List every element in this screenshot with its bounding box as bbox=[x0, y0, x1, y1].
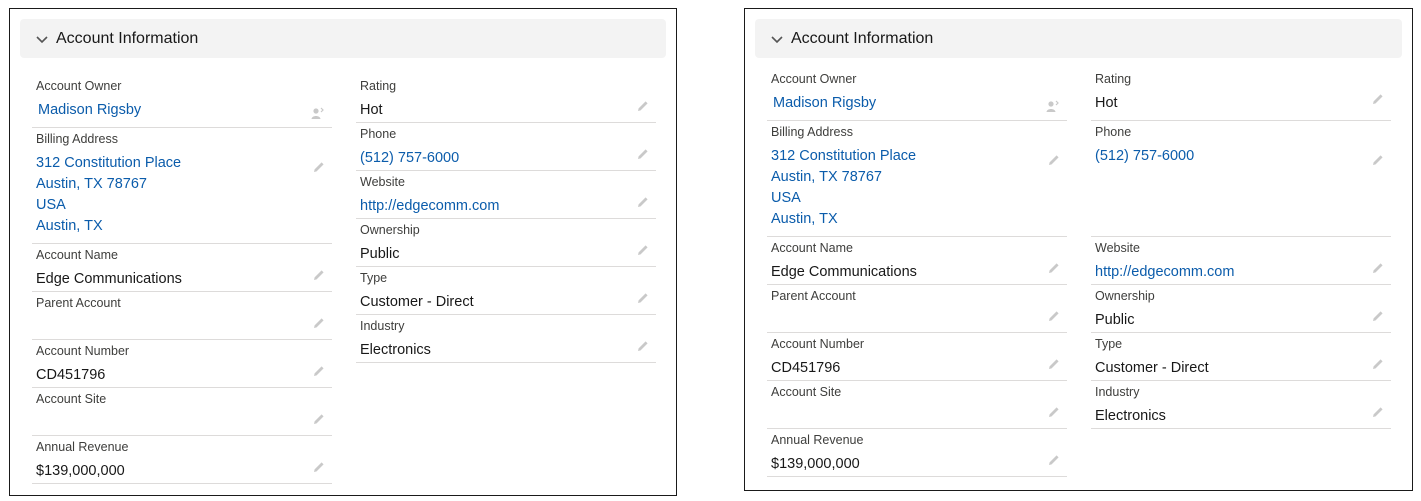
field-phone bbox=[1091, 121, 1391, 237]
field-account-site bbox=[32, 388, 332, 436]
field-label: Parent Account bbox=[36, 296, 121, 310]
field-label: Account Number bbox=[771, 337, 865, 351]
field-ownership bbox=[1091, 285, 1391, 333]
section-header[interactable] bbox=[20, 19, 666, 58]
field-parent-account bbox=[32, 292, 332, 340]
section-header[interactable] bbox=[755, 19, 1402, 58]
field-label: Account Owner bbox=[36, 79, 122, 93]
field-value: CD451796 bbox=[36, 367, 106, 383]
pencil-icon[interactable] bbox=[636, 291, 650, 305]
field-annual-revenue bbox=[32, 436, 332, 484]
field-value: $139,000,000 bbox=[771, 456, 860, 472]
field-value: Electronics bbox=[1095, 408, 1166, 424]
pencil-icon[interactable] bbox=[1047, 357, 1061, 371]
field-label: Account Name bbox=[36, 248, 118, 262]
account-information-panel-right bbox=[744, 8, 1413, 491]
pencil-icon[interactable] bbox=[1047, 405, 1061, 419]
field-label: Annual Revenue bbox=[36, 440, 129, 454]
pencil-icon[interactable] bbox=[312, 412, 326, 426]
field-label: Rating bbox=[1095, 72, 1132, 86]
field-account-owner bbox=[32, 75, 332, 128]
field-account-name bbox=[32, 244, 332, 292]
pencil-icon[interactable] bbox=[312, 268, 326, 282]
address-line: Austin, TX 78767 bbox=[36, 176, 147, 192]
pencil-icon[interactable] bbox=[636, 99, 650, 113]
field-value: Edge Communications bbox=[771, 264, 917, 280]
field-value: Hot bbox=[1095, 95, 1118, 111]
field-label: Website bbox=[1095, 241, 1140, 255]
section-title: Account Information bbox=[791, 29, 934, 47]
field-type bbox=[356, 267, 656, 315]
pencil-icon[interactable] bbox=[1047, 453, 1061, 467]
phone-link[interactable]: (512) 757-6000 bbox=[360, 150, 460, 166]
field-ownership bbox=[356, 219, 656, 267]
billing-address-link[interactable] bbox=[771, 146, 916, 230]
pencil-icon[interactable] bbox=[1371, 405, 1385, 419]
website-link[interactable]: http://edgecomm.com bbox=[1095, 264, 1235, 280]
field-label: Parent Account bbox=[771, 289, 856, 303]
field-label: Account Site bbox=[771, 385, 842, 399]
section-title: Account Information bbox=[56, 29, 199, 47]
field-account-name bbox=[767, 237, 1067, 285]
field-industry bbox=[356, 315, 656, 363]
pencil-icon[interactable] bbox=[312, 160, 326, 174]
field-website bbox=[356, 171, 656, 219]
chevron-down-icon[interactable] bbox=[34, 31, 50, 47]
field-account-site bbox=[767, 381, 1067, 429]
field-annual-revenue bbox=[767, 429, 1067, 477]
field-value: Electronics bbox=[360, 342, 431, 358]
billing-address-link[interactable] bbox=[36, 153, 181, 237]
pencil-icon[interactable] bbox=[636, 243, 650, 257]
field-account-owner bbox=[767, 68, 1067, 121]
pencil-icon[interactable] bbox=[1371, 153, 1385, 167]
account-owner-link[interactable]: Madison Rigsby bbox=[773, 95, 877, 111]
change-owner-icon[interactable] bbox=[1045, 99, 1059, 113]
field-type bbox=[1091, 333, 1391, 381]
pencil-icon[interactable] bbox=[636, 195, 650, 209]
pencil-icon[interactable] bbox=[1371, 92, 1385, 106]
field-label: Phone bbox=[1095, 125, 1132, 139]
address-line: Austin, TX bbox=[771, 211, 838, 227]
field-label: Phone bbox=[360, 127, 397, 141]
pencil-icon[interactable] bbox=[1047, 261, 1061, 275]
pencil-icon[interactable] bbox=[1371, 357, 1385, 371]
field-label: Industry bbox=[360, 319, 405, 333]
address-line: 312 Constitution Place bbox=[771, 148, 917, 164]
field-parent-account bbox=[767, 285, 1067, 333]
field-label: Type bbox=[1095, 337, 1123, 351]
field-value: $139,000,000 bbox=[36, 463, 125, 479]
address-line: USA bbox=[771, 190, 801, 206]
field-label: Ownership bbox=[360, 223, 420, 237]
pencil-icon[interactable] bbox=[1047, 153, 1061, 167]
field-label: Ownership bbox=[1095, 289, 1155, 303]
field-website bbox=[1091, 237, 1391, 285]
pencil-icon[interactable] bbox=[1371, 309, 1385, 323]
pencil-icon[interactable] bbox=[636, 147, 650, 161]
pencil-icon[interactable] bbox=[312, 316, 326, 330]
field-label: Industry bbox=[1095, 385, 1140, 399]
address-line: USA bbox=[36, 197, 66, 213]
field-label: Website bbox=[360, 175, 405, 189]
field-value: CD451796 bbox=[771, 360, 841, 376]
field-label: Rating bbox=[360, 79, 397, 93]
address-line: Austin, TX 78767 bbox=[771, 169, 882, 185]
change-owner-icon[interactable] bbox=[310, 106, 324, 120]
field-industry bbox=[1091, 381, 1391, 429]
pencil-icon[interactable] bbox=[1371, 261, 1385, 275]
field-account-number bbox=[32, 340, 332, 388]
website-link[interactable]: http://edgecomm.com bbox=[360, 198, 500, 214]
phone-link[interactable]: (512) 757-6000 bbox=[1095, 148, 1195, 164]
pencil-icon[interactable] bbox=[636, 339, 650, 353]
field-rating bbox=[1091, 68, 1391, 121]
address-line: 312 Constitution Place bbox=[36, 155, 182, 171]
field-value: Customer - Direct bbox=[1095, 360, 1209, 376]
field-value: Edge Communications bbox=[36, 271, 182, 287]
field-phone bbox=[356, 123, 656, 171]
field-billing-address bbox=[767, 121, 1067, 237]
chevron-down-icon[interactable] bbox=[769, 31, 785, 47]
field-label: Account Number bbox=[36, 344, 130, 358]
field-value: Public bbox=[1095, 312, 1135, 328]
field-account-number bbox=[767, 333, 1067, 381]
account-owner-link[interactable]: Madison Rigsby bbox=[38, 102, 142, 118]
pencil-icon[interactable] bbox=[312, 460, 326, 474]
field-label: Type bbox=[360, 271, 388, 285]
address-line: Austin, TX bbox=[36, 218, 103, 234]
pencil-icon[interactable] bbox=[1047, 309, 1061, 323]
field-label: Annual Revenue bbox=[771, 433, 864, 447]
field-value: Public bbox=[360, 246, 400, 262]
field-billing-address bbox=[32, 128, 332, 244]
field-rating bbox=[356, 75, 656, 123]
field-label: Billing Address bbox=[36, 132, 118, 146]
field-value: Hot bbox=[360, 102, 383, 118]
account-information-panel-left bbox=[9, 8, 677, 496]
field-value: Customer - Direct bbox=[360, 294, 474, 310]
field-label: Billing Address bbox=[771, 125, 853, 139]
field-label: Account Name bbox=[771, 241, 853, 255]
field-label: Account Site bbox=[36, 392, 107, 406]
pencil-icon[interactable] bbox=[312, 364, 326, 378]
field-label: Account Owner bbox=[771, 72, 857, 86]
